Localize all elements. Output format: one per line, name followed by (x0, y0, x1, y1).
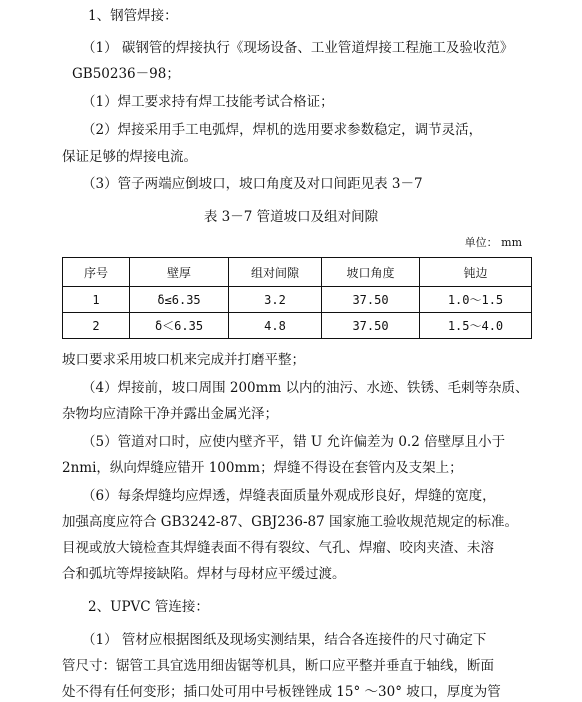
table-header-cell: 壁厚 (130, 258, 229, 287)
paragraph-welder-qualification: （1）焊工要求持有焊工技能考试合格证； (82, 94, 334, 110)
table-cell: 2 (63, 313, 130, 339)
table-header-cell: 序号 (63, 258, 130, 287)
paragraph-pipe-alignment: （5）管道对口时，应使内壁齐平，错 U 允许偏差为 0.2 倍壁厚且小于 (82, 434, 506, 450)
paragraph-welding-method: （2）焊接采用手工电弧焊，焊机的选用要求参数稳定，调节灵活， (82, 122, 483, 138)
bevel-gap-table (62, 257, 532, 339)
table-cell: 1.5～4.0 (420, 313, 532, 339)
section-heading-upvc-connection: 2、UPVC 管连接： (88, 599, 209, 615)
table-unit: 单位： mm (464, 236, 522, 249)
paragraph-pre-weld-cleaning: （4）焊接前，坡口周围 200mm 以内的油污、水迹、铁锈、毛刺等杂质、 (82, 380, 529, 396)
table-cell: δ≤6.35 (130, 287, 229, 313)
table-cell: 37.50 (322, 287, 420, 313)
table-header-row (63, 258, 532, 287)
paragraph-metal-luster: 杂物均应清除干净并露出金属光泽； (62, 406, 278, 422)
paragraph-reinforcement-standard: 加强高度应符合 GB3242-87、GBJ236-87 国家施工验收规范规定的标准。 (62, 514, 519, 530)
paragraph-bevel-machine: 坡口要求采用坡口机来完成并打磨平整； (62, 352, 305, 368)
paragraph-seam-offset: 2nmi，纵向焊缝应错开 100mm；焊缝不得设在套管内及支架上； (62, 460, 463, 476)
table-cell: 37.50 (322, 313, 420, 339)
paragraph-full-penetration: （6）每条焊缝均应焊透，焊缝表面质量外观成形良好，焊缝的宽度， (82, 488, 496, 504)
paragraph-visual-inspection: 目视或放大镜检查其焊缝表面不得有裂纹、气孔、焊瘤、咬肉夹渣、未溶 (62, 540, 494, 556)
table-row (63, 313, 532, 339)
table-header-cell: 坡口角度 (322, 258, 420, 287)
table-caption: 表 3－7 管道坡口及组对间隙 (203, 209, 379, 225)
paragraph-standard-code: GB50236－98； (72, 66, 180, 82)
paragraph-saw-tools: 管尺寸：锯管工具宜选用细齿锯等机具，断口应平整并垂直于轴线，断面 (62, 658, 494, 674)
table-cell: 3.2 (229, 287, 322, 313)
paragraph-bevel-file: 处不得有任何变形；插口处可用中号板锉锉成 15° ～30° 坡口，厚度为管 (62, 684, 501, 700)
paragraph-pipe-cutting: （1） 管材应根据图纸及现场实测结果，结合各连接件的尺寸确定下 (82, 632, 487, 648)
paragraph-bevel-requirement: （3）管子两端应倒坡口，坡口角度及对口间距见表 3－7 (82, 176, 423, 192)
table-header-cell: 组对间隙 (229, 258, 322, 287)
table-row (63, 287, 532, 313)
paragraph-standard-reference: （1） 碳钢管的焊接执行《现场设备、工业管道焊接工程施工及验收范》 (82, 40, 514, 56)
paragraph-weld-defects: 合和弧坑等焊接缺陷。焊材与母材应平缓过渡。 (62, 566, 346, 582)
section-heading-steel-pipe-welding: 1、钢管焊接： (88, 8, 178, 24)
paragraph-welding-current: 保证足够的焊接电流。 (62, 149, 197, 165)
table-cell: 4.8 (229, 313, 322, 339)
table-cell: 1.0～1.5 (420, 287, 532, 313)
table-cell: 1 (63, 287, 130, 313)
table-header-cell: 钝边 (420, 258, 532, 287)
table-cell: δ＜6.35 (130, 313, 229, 339)
